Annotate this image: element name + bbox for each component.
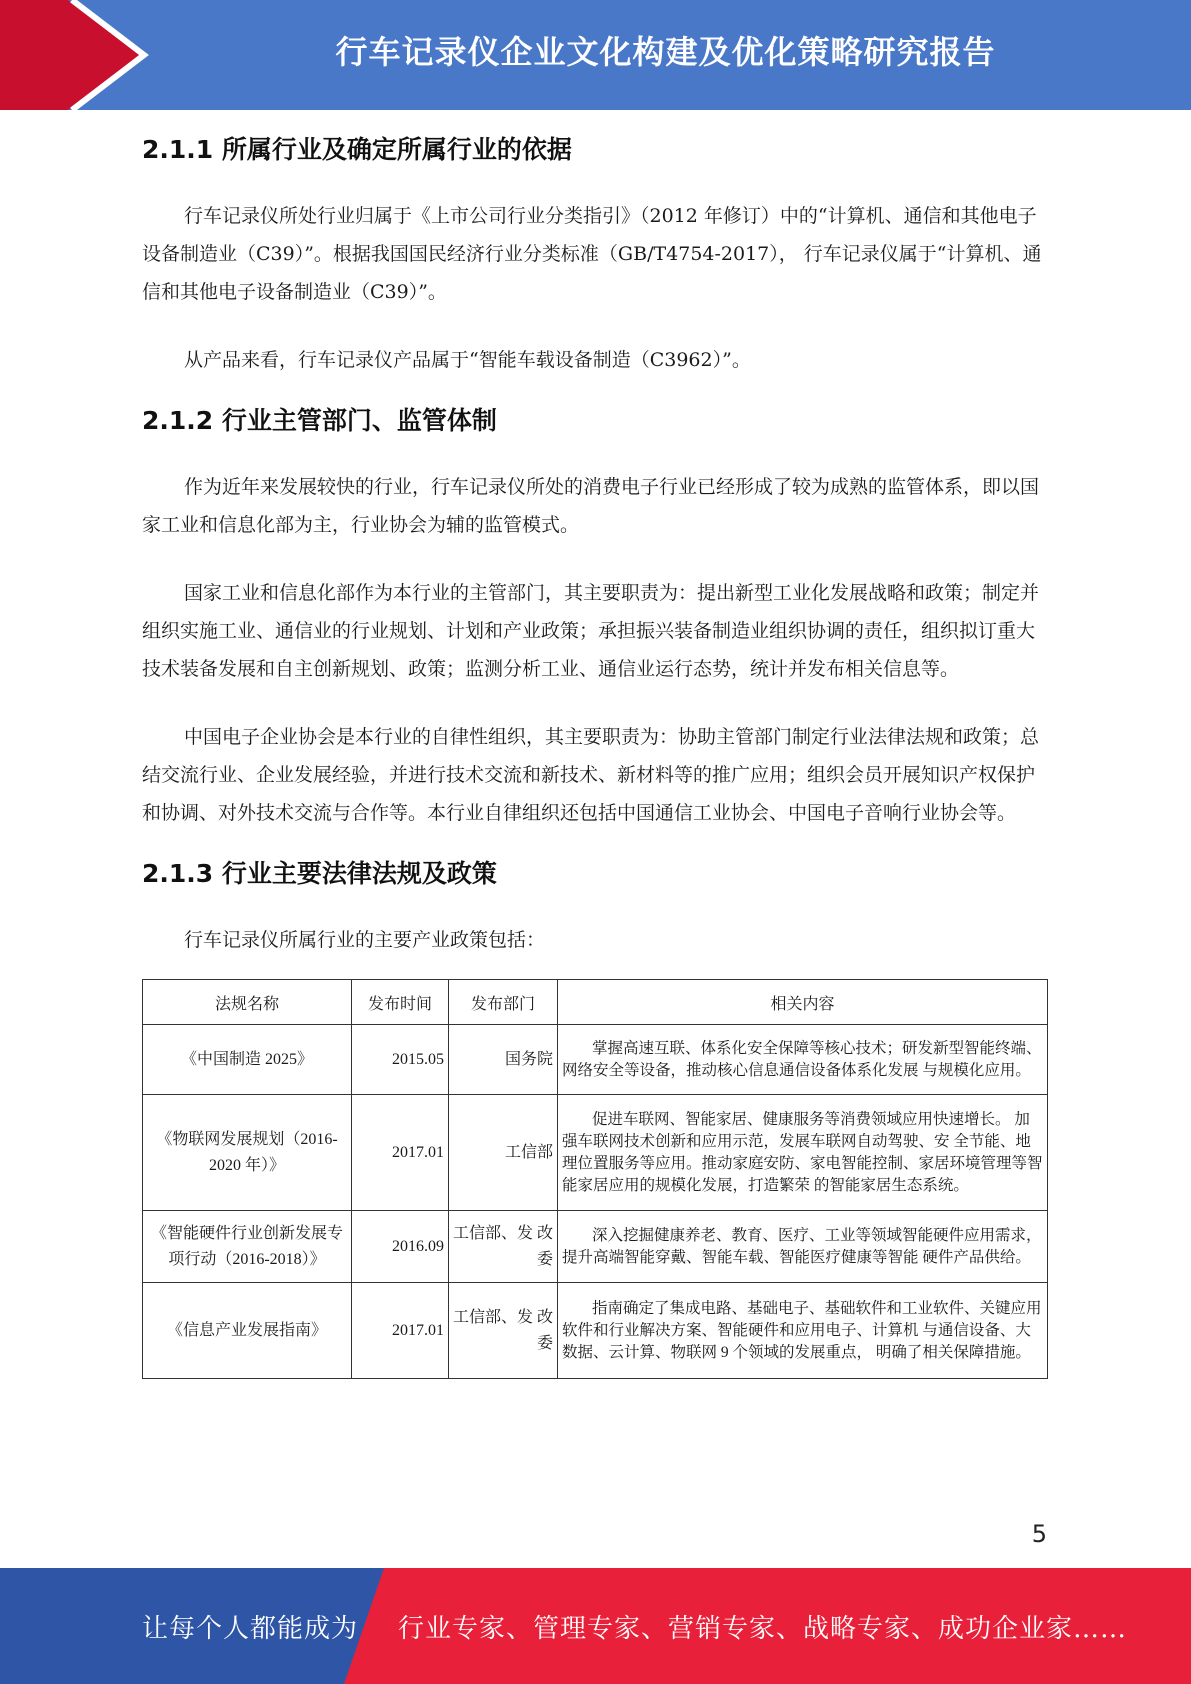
table-cell-dept: 工信部、发 改委 (449, 1283, 558, 1379)
footer-slogan-right: 行业专家、管理专家、营销专家、战略专家、成功企业家…… (398, 1613, 1128, 1644)
paragraph: 从产品来看，行车记录仪产品属于“智能车载设备制造（C3962）”。 (184, 349, 751, 371)
section-heading: 2.1.2 行业主管部门、监管体制 (142, 406, 497, 435)
column-header: 相关内容 (558, 980, 1048, 1025)
footer-banner (0, 1568, 1191, 1684)
column-header: 发布时间 (352, 980, 449, 1025)
table-cell-dept: 国务院 (449, 1025, 558, 1095)
table-cell-date: 2017.01 (352, 1095, 449, 1211)
footer-slogan-left: 让每个人都能成为 (142, 1613, 359, 1644)
table-cell-date: 2017.01 (352, 1283, 449, 1379)
section-heading: 2.1.3 行业主要法律法规及政策 (142, 859, 497, 888)
column-header: 发布部门 (449, 980, 558, 1025)
table-header-row (143, 980, 1048, 1025)
table-row (143, 1095, 1048, 1211)
policy-table (142, 979, 1048, 1379)
page-number: 5 (1031, 1520, 1047, 1548)
header-banner (0, 0, 1191, 110)
paragraph: 作为近年来发展较快的行业，行车记录仪所处的消费电子行业已经形成了较为成熟的监管体系，即以国家工业和信息化部为主，行业协会为辅的监管模式。 (142, 476, 1040, 536)
paragraph: 行车记录仪所处行业归属于《上市公司行业分类指引》（2012 年修订）中的“计算机、通信和其他电子设备制造业（C39）”。根据我国国民经济行业分类标准（GB/T4754-2017）， 行车记录仪属于“计算机、通信和其他电子设备制造业（C39）”。 (142, 205, 1042, 303)
table-cell-date: 2016.09 (352, 1211, 449, 1283)
column-header: 法规名称 (143, 980, 352, 1025)
main-content (142, 130, 1048, 1379)
table-cell-content: 促进车联网、智能家居、健康服务等消费领域应用快速增长。 加强车联网技术创新和应用示范，发展车联网自动驾驶、安 全节能、地理位置服务等应用。推动家庭安防、家电智能控制、家居环境管理等智能家居应用的规模化发展，打造繁荣 的智能家居生态系统。 (558, 1095, 1048, 1211)
table-cell-date: 2015.05 (352, 1025, 449, 1095)
table-cell-name: 《物联网发展规划（2016-2020 年）》 (143, 1095, 352, 1211)
table-cell-name: 《智能硬件行业创新发展专项行动（2016-2018）》 (143, 1211, 352, 1283)
report-title: 行车记录仪企业文化构建及优化策略研究报告 (335, 33, 996, 71)
table-cell-content: 深入挖掘健康养老、教育、医疗、工业等领域智能硬件应用需求，提升高端智能穿戴、智能车载、智能医疗健康等智能 硬件产品供给。 (558, 1211, 1048, 1283)
table-row (143, 1025, 1048, 1095)
table-row (143, 1283, 1048, 1379)
table-cell-content: 掌握高速互联、体系化安全保障等核心技术；研发新型智能终端、网络安全等设备，推动核心信息通信设备体系化发展 与规模化应用。 (558, 1025, 1048, 1095)
table-cell-name: 《中国制造 2025》 (143, 1025, 352, 1095)
paragraph: 国家工业和信息化部作为本行业的主管部门，其主要职责为：提出新型工业化发展战略和政策；制定并组织实施工业、通信业的行业规划、计划和产业政策；承担振兴装备制造业组织协调的责任，组织拟订重大技术装备发展和自主创新规划、政策；监测分析工业、通信业运行态势，统计并发布相关信息等。 (142, 582, 1040, 680)
table-cell-content: 指南确定了集成电路、基础电子、基础软件和工业软件、关键应用软件和行业解决方案、智能硬件和应用电子、计算机 与通信设备、大数据、云计算、物联网 9 个领域的发展重点， 明确了相关保障措施。 (558, 1283, 1048, 1379)
paragraph: 中国电子企业协会是本行业的自律性组织，其主要职责为：协助主管部门制定行业法律法规和政策；总结交流行业、企业发展经验，并进行技术交流和新技术、新材料等的推广应用；组织会员开展知识产权保护和协调、对外技术交流与合作等。本行业自律组织还包括中国通信工业协会、中国电子音响行业协会等。 (142, 726, 1040, 824)
table-cell-dept: 工信部、发 改委 (449, 1211, 558, 1283)
table-cell-dept: 工信部 (449, 1095, 558, 1211)
paragraph: 行车记录仪所属行业的主要产业政策包括： (184, 929, 546, 951)
section-heading: 2.1.1 所属行业及确定所属行业的依据 (142, 135, 572, 164)
table-cell-name: 《信息产业发展指南》 (143, 1283, 352, 1379)
table-row (143, 1211, 1048, 1283)
